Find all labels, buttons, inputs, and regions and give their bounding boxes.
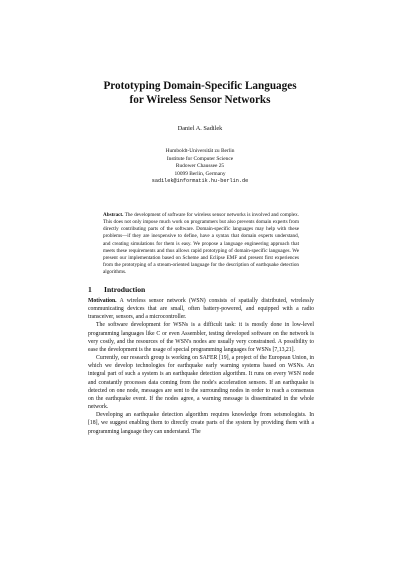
paragraph xyxy=(88,297,314,321)
paragraph: Developing an earthquake detection algorithm requires knowledge from seismologists. In [18], we suggest enabling them to directly create parts of the system by providing them with a programming language they can understand. The xyxy=(88,412,314,435)
section-title: Introduction xyxy=(104,285,146,294)
paragraph-text: A wireless sensor network (WSN) consists of spatially distributed, wirelessly communicating devices that are small, often battery-powered, and equipped with a radio transceiver, sensors, and a microcontroller. xyxy=(88,298,314,321)
section-number: 1 xyxy=(88,285,92,294)
abstract xyxy=(103,212,299,276)
paragraph-label: Motivation. xyxy=(88,298,117,304)
author-email: sadilek@informatik.hu-berlin.de xyxy=(151,178,249,184)
affiliation-line: Institute for Computer Science xyxy=(166,155,234,162)
paragraph: The software development for WSNs is a difficult task: it is mostly done in low-level programming languages like C or even Assembler, testing developed software on the network is very costly, and the resources of the WSN's nodes are usually very constrained. A possibility to ease the development is the usage of special programming languages for WSNs [7,13,21]. xyxy=(88,322,314,353)
paper-title-line-1: Prototyping Domain-Specific Languages xyxy=(103,80,297,92)
affiliation-line: 10099 Berlin, Germany xyxy=(174,170,226,177)
body-text xyxy=(88,297,314,436)
abstract-label: Abstract. xyxy=(103,212,124,218)
affiliation-line: Rudower Chaussee 25 xyxy=(175,163,225,169)
paragraph: Currently, our research group is working on SAFER [19], a project of the European Union, in which we develop technologies for earthquake early warning systems based on WSNs. An integral part of such a system is an earthquake detection algorithm. It runs on every WSN node and constantly processes data coming from the node's acceleration sensors. If an earthquake is detected on one node, messages are sent to the surrounding nodes in order to reach a consensus on the earthquake event. If the nodes agree, a warning message is disseminated in the whole network. xyxy=(88,355,314,411)
author-name: Daniel A. Sadilek xyxy=(177,125,223,132)
paper-title-line-2: for Wireless Sensor Networks xyxy=(129,94,271,106)
affiliation-line: Humboldt-Universität zu Berlin xyxy=(165,148,235,154)
abstract-text: The development of software for wireless sensor networks is involved and complex. This does not only impose much work on programmers but also prevents domain experts from directly contributing parts of the software. Domain-specific languages may help with these problems—if they are inexpensive to define, have a syntax that domain experts understand, and creating simulations for them is easy. We propose a language engineering approach that meets these requirements and thus allows rapid prototyping of domain-specific languages. We present our implementation based on Scheme and Eclipse EMF and present first experiences from the prototyping of a stream-oriented language for the description of earthquake detection algorithms. xyxy=(103,212,299,276)
section-heading xyxy=(88,285,145,294)
